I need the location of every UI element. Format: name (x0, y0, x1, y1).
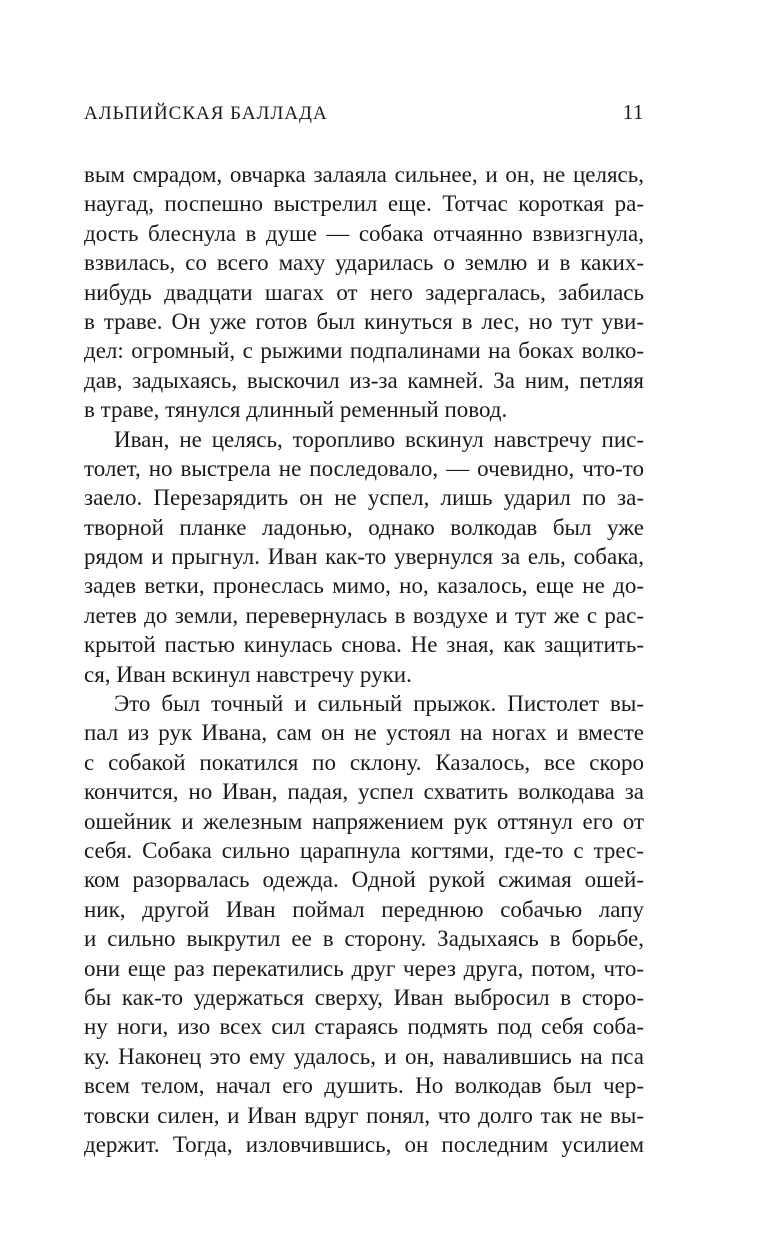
paragraph-3 (84, 689, 644, 1159)
text-line: Это был точный и сильный прыжок. Пистолет вы- (114, 691, 644, 717)
text-line: в траве, тянулся длинный ременный повод. (84, 397, 508, 423)
text-line: толет, но выстрела не последовало, — очевидно, что-то (84, 455, 644, 481)
text-line: дел: огромный, с рыжими подпалинами на боках волко- (84, 338, 644, 364)
text-line: творной планке ладонью, однако волкодав был уже (84, 514, 644, 540)
running-title: АЛЬПИЙСКАЯ БАЛЛАДА (84, 103, 328, 124)
text-line: с собакой покатился по склону. Казалось, все скоро (84, 749, 644, 775)
paragraph-1 (84, 160, 644, 425)
text-line: крытой пастью кинулась снова. Не зная, как защитить- (84, 632, 644, 658)
text-line: пал из рук Ивана, сам он не устоял на ногах и вместе (84, 720, 644, 746)
text-line: Иван, не целясь, торопливо вскинул навстречу пис- (114, 426, 644, 452)
text-line: заело. Перезарядить он не успел, лишь ударил по за- (84, 485, 644, 511)
text-line: кончится, но Иван, падая, успел схватить волкодава за (84, 779, 644, 805)
text-line: ся, Иван вскинул навстречу руки. (84, 661, 412, 687)
text-line: наугад, поспешно выстрелил еще. Тотчас короткая ра- (84, 191, 644, 217)
text-line: ошейник и железным напряжением рук оттянул его от (84, 808, 644, 834)
text-line: ком разорвалась одежда. Одной рукой сжимая ошей- (84, 867, 644, 893)
text-line: задев ветки, пронеслась мимо, но, казалось, еще не до- (84, 573, 644, 599)
paragraph-2 (84, 425, 644, 690)
text-line: рядом и прыгнул. Иван как-то увернулся за ель, собака, (84, 544, 644, 570)
text-line: нибудь двадцати шагах от него задергалась, забилась (84, 279, 644, 305)
text-line: дость блеснула в душе — собака отчаянно взвизгнула, (84, 220, 644, 246)
text-line: ну ноги, изо всех сил стараясь подмять под себя соба- (84, 1014, 644, 1040)
text-line: себя. Собака сильно царапнула когтями, где-то с трес- (84, 837, 644, 863)
text-line: вым смрадом, овчарка залаяла сильнее, и он, не целясь, (84, 162, 644, 187)
text-line: бы как-то удержаться сверху, Иван выбросил в сторо- (84, 984, 644, 1010)
text-line: и сильно выкрутил ее в сторону. Задыхаясь в борьбе, (84, 926, 644, 952)
text-line: всем телом, начал его душить. Но волкодав был чер- (84, 1073, 644, 1099)
text-line: держит. Тогда, изловчившись, он последним усилием (84, 1131, 644, 1157)
text-line: взвилась, со всего маху ударилась о землю и в каких- (84, 250, 644, 276)
text-line: товски силен, и Иван вдруг понял, что долго так не вы- (84, 1102, 644, 1128)
text-line: летев до земли, перевернулась в воздухе и тут же с рас- (84, 602, 644, 628)
page-number: 11 (622, 100, 644, 124)
text-line: в траве. Он уже готов был кинуться в лес, но тут уви- (84, 308, 644, 334)
text-line: ку. Наконец это ему удалось, и он, навалившись на пса (84, 1043, 644, 1069)
text-line: дав, задыхаясь, выскочил из-за камней. За ним, петляя (84, 367, 644, 393)
body-text (84, 160, 644, 1159)
text-line: ник, другой Иван поймал переднюю собачью лапу (84, 896, 644, 922)
running-head (84, 100, 644, 124)
text-line: они еще раз перекатились друг через друга, потом, что- (84, 955, 644, 981)
